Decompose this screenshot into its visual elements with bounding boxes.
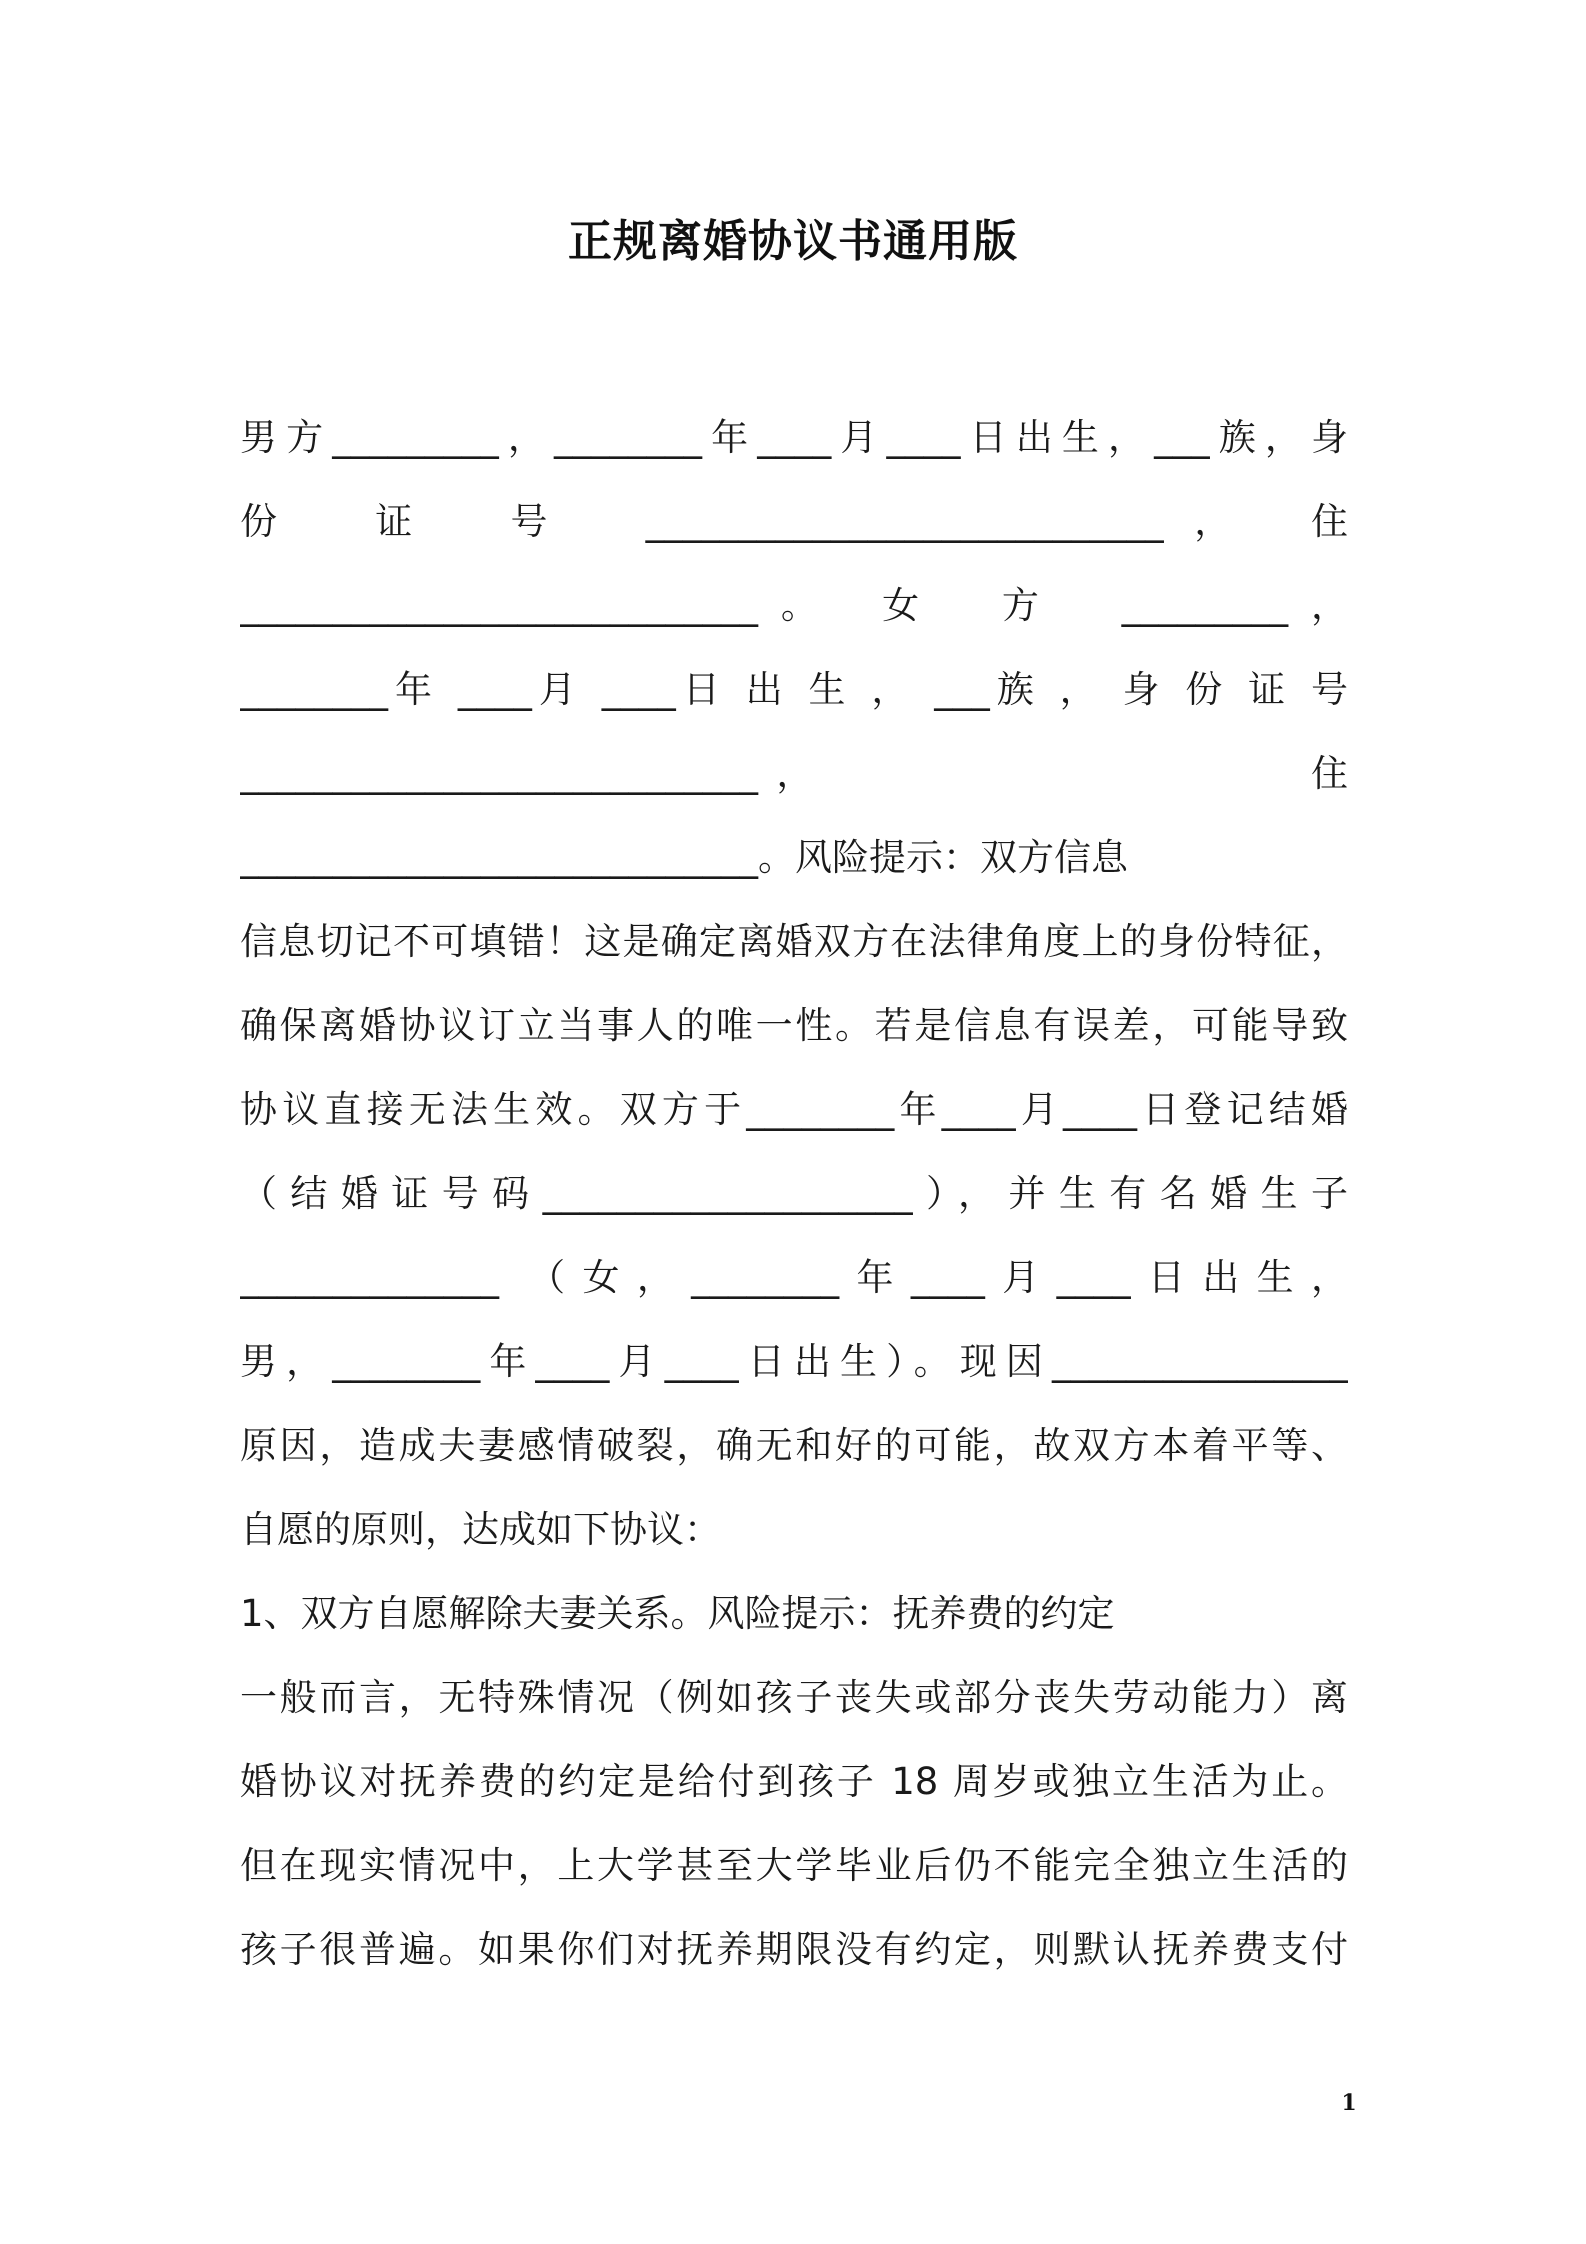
text-line-12: 男，________年____月____日出生）。现因________________ xyxy=(240,1340,1348,1383)
text-line-6: ____________________________。风险提示：双方信息 xyxy=(240,836,1128,879)
text-line-4: ________年 ____月 ____日 出 生 ， ___族 ， 身 份 证 号 xyxy=(240,668,1348,711)
text-line-18: 但在现实情况中，上大学甚至大学毕业后仍不能完全独立生活的 xyxy=(240,1844,1348,1887)
text-line-1: 男方_________，________年____月____日出生，___族，身 xyxy=(240,416,1348,459)
text-line-16: 一般而言，无特殊情况（例如孩子丧失或部分丧失劳动能力）离 xyxy=(240,1676,1348,1719)
text-line-17: 婚协议对抚养费的约定是给付到孩子 18 周岁或独立生活为止。 xyxy=(240,1760,1348,1803)
text-line-5: ____________________________， 住 xyxy=(240,752,1348,795)
text-line-14: 自愿的原则，达成如下协议： xyxy=(240,1508,721,1551)
text-line-11: ______________ （女，________年____月____日出生， xyxy=(240,1256,1348,1299)
text-line-7: 信息切记不可填错！这是确定离婚双方在法律角度上的身份特征， xyxy=(240,920,1348,963)
text-line-13: 原因，造成夫妻感情破裂，确无和好的可能，故双方本着平等、 xyxy=(240,1424,1348,1467)
text-line-19: 孩子很普遍。如果你们对抚养期限没有约定，则默认抚养费支付 xyxy=(240,1928,1348,1971)
page-number: 1 xyxy=(1341,2090,1357,2116)
text-line-2: 份 证 号 ____________________________， 住 xyxy=(240,500,1348,543)
document-title: 正规离婚协议书通用版 xyxy=(568,216,1018,267)
text-line-15: 1、双方自愿解除夫妻关系。风险提示：抚养费的约定 xyxy=(240,1592,1115,1635)
text-line-3: ____________________________。 女 方 _________， xyxy=(240,584,1348,627)
text-line-8: 确保离婚协议订立当事人的唯一性。若是信息有误差，可能导致 xyxy=(240,1004,1348,1047)
text-line-9: 协议直接无法生效。双方于________年____月____日登记结婚 xyxy=(240,1088,1348,1131)
text-line-10: （结婚证号码____________________），并生有名婚生子 xyxy=(240,1172,1348,1215)
